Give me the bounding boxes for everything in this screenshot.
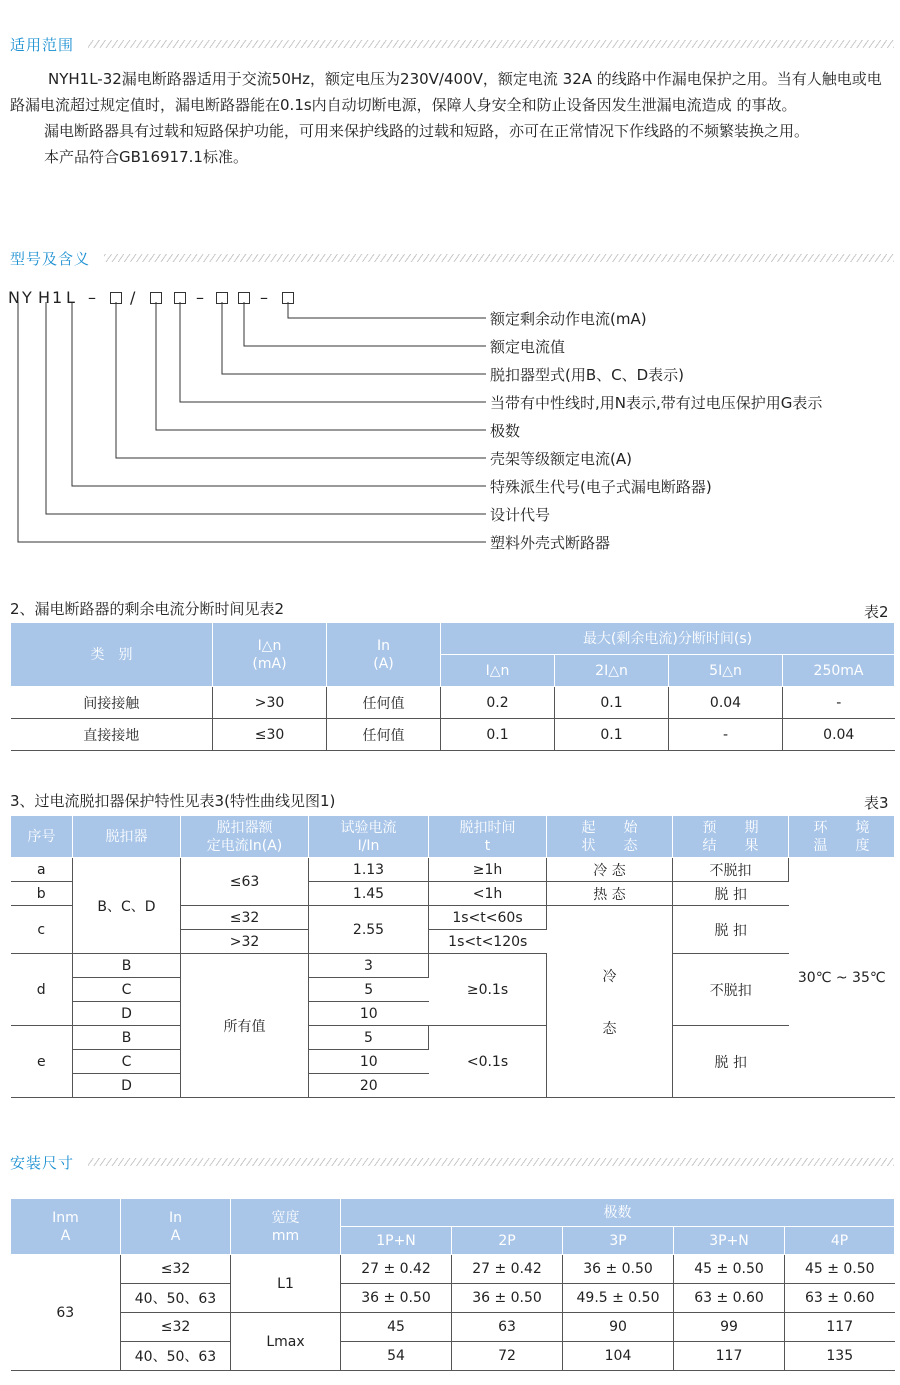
cell: B [73,1026,181,1050]
cell: - [669,719,783,751]
cell: 0.1 [441,719,555,751]
code-box [110,292,122,304]
model-label: 当带有中性线时,用N表示,带有过电压保护用G表示 [490,394,823,412]
model-label: 额定剩余动作电流(mA) [490,310,647,328]
cell: b [11,882,73,906]
leader-lines [0,282,900,562]
model-label: 脱扣器型式(用B、C、D表示) [490,366,685,384]
cell: 所有值 [181,954,309,1098]
table-row [11,1026,895,1050]
cell: 27 ± 0.42 [452,1255,563,1284]
section-title: 型号及含义 [10,249,91,268]
cell: >32 [181,930,309,954]
cell: 不脱扣 [673,954,789,1026]
section-title: 安装尺寸 [10,1153,75,1172]
table-row [11,954,895,978]
table3-tag: 表3 [864,794,889,812]
code-dash: – [88,288,96,307]
cell: 脱 扣 [673,1026,789,1098]
cell: 冷 态 [547,858,673,882]
cell: C [73,1050,181,1074]
code-box [238,292,250,304]
header-inm: Inm A [11,1199,121,1255]
cell: 0.1 [555,719,669,751]
scope-text [10,66,894,170]
cell: 27 ± 0.42 [341,1255,452,1284]
cell: 5 [309,1026,429,1050]
cell: 1s<t<60s [429,906,547,930]
model-label: 壳架等级额定电流(A) [490,450,632,468]
cell: 间接接触 [11,687,213,719]
cell: 45 ± 0.50 [674,1255,785,1284]
header-sub: 2I△n [555,655,669,687]
section-header-install [10,1152,894,1172]
cell: c [11,906,73,954]
code-box [174,292,186,304]
cell: ≥0.1s [429,954,547,1026]
paragraph: 本产品符合GB16917.1标准。 [44,148,248,166]
cell: 63 ± 0.60 [785,1284,895,1313]
cell: 135 [785,1342,895,1371]
cell: Lmax [231,1313,341,1371]
model-label: 特殊派生代号(电子式漏电断路器) [490,478,712,496]
cell: ≥1h [429,858,547,882]
section-title: 适用范围 [10,35,75,54]
cell: 5 [309,978,429,1002]
cell: ≤30 [213,719,327,751]
cell: 不脱扣 [673,858,789,882]
table2 [10,622,895,751]
cell: 1.13 [309,858,429,882]
cell: 99 [674,1313,785,1342]
cell: 3 [309,954,429,978]
header-release: 脱扣器 [73,816,181,858]
table3 [10,815,895,1098]
table-row [11,858,895,882]
cell: C [73,978,181,1002]
cell: 45 ± 0.50 [785,1255,895,1284]
cell: 36 ± 0.50 [341,1284,452,1313]
cell: 117 [785,1313,895,1342]
cell: 40、50、63 [121,1342,231,1371]
cell: 54 [341,1342,452,1371]
cell: 0.04 [783,719,895,751]
table2-caption: 2、漏电断路器的剩余电流分断时间见表2 [10,600,285,618]
header-sub: 3P+N [674,1227,785,1255]
header-seq: 序号 [11,816,73,858]
table-row [11,719,895,751]
header-in: In A [121,1199,231,1255]
cell: 72 [452,1342,563,1371]
header-sub: 250mA [783,655,895,687]
cell: <1h [429,882,547,906]
cell: 2.55 [309,906,429,954]
table-row [11,1255,895,1284]
header-sub: 1P+N [341,1227,452,1255]
section-header-scope [10,34,894,54]
cell: 10 [309,1050,429,1074]
cell: 104 [563,1342,674,1371]
cell: - [783,687,895,719]
cell: L1 [231,1255,341,1313]
cell: 36 ± 0.50 [563,1255,674,1284]
cell: 63 ± 0.60 [674,1284,785,1313]
cell: ≤32 [181,906,309,930]
code-letter-y: Y [22,288,32,307]
header-start: 起 始 状 态 [547,816,673,858]
header-max-time: 最大(剩余电流)分断时间(s) [441,623,895,655]
cell: 40、50、63 [121,1284,231,1313]
cell: 0.04 [669,687,783,719]
model-label: 设计代号 [490,506,551,524]
code-letter-l: L [66,288,75,307]
cell-cold-state: 冷 态 [547,906,673,1098]
cell: a [11,858,73,882]
header-sub: 2P [452,1227,563,1255]
cell: D [73,1074,181,1098]
model-label: 额定电流值 [490,338,566,356]
header-env: 环 境 温 度 [789,816,895,858]
code-box [216,292,228,304]
cell: ≤63 [181,858,309,906]
header-poles: 极数 [341,1199,895,1227]
cell: 0.1 [555,687,669,719]
cell: 10 [309,1002,429,1026]
hatch-divider [88,1158,894,1166]
header-idn: I△n (mA) [213,623,327,687]
cell: D [73,1002,181,1026]
code-box [150,292,162,304]
cell: 热 态 [547,882,673,906]
cell: 20 [309,1074,429,1098]
cell: e [11,1026,73,1098]
cell: 30℃ ~ 35℃ [789,858,895,1098]
cell: ≤32 [121,1313,231,1342]
header-category: 类 别 [11,623,213,687]
table-row [11,1284,895,1313]
hatch-divider [104,254,894,262]
table2-tag: 表2 [864,603,889,621]
paragraph: 漏电断路器具有过载和短路保护功能，可用来保护线路的过载和短路，亦可在正常情况下作线路的不频繁装换之用。 [44,122,810,140]
cell: 0.2 [441,687,555,719]
cell: 1s<t<120s [429,930,547,954]
table-row [11,1313,895,1342]
header-sub: 3P [563,1227,674,1255]
code-box [282,292,294,304]
cell: 63 [11,1255,121,1371]
code-letter-h: H [38,288,51,307]
cell: <0.1s [429,1026,547,1098]
model-label: 极数 [490,422,521,440]
cell: d [11,954,73,1026]
header-in: In (A) [327,623,441,687]
header-expect: 预 期 结 果 [673,816,789,858]
cell: 63 [452,1313,563,1342]
table-row [11,1342,895,1371]
code-digit-1: 1 [52,288,63,307]
table3-caption: 3、过电流脱扣器保护特性见表3(特性曲线见图1) [10,792,336,810]
model-code-diagram [0,282,900,562]
cell: 36 ± 0.50 [452,1284,563,1313]
install-dimension-table [10,1198,895,1371]
header-sub: I△n [441,655,555,687]
hatch-divider [88,40,894,48]
cell: B、C、D [73,858,181,954]
cell: 脱 扣 [673,882,789,906]
header-rated: 脱扣器额 定电流In(A) [181,816,309,858]
header-time: 脱扣时间 t [429,816,547,858]
paragraph: NYH1L-32漏电断路器适用于交流50Hz，额定电压为230V/400V，额定电流 32A 的线路中作漏电保护之用。当有人触电或电路漏电流超过规定值时，漏电断路器能在0.1s内自动切断电源，保障人身安全和防止设备因发生泄漏电流造成 的事故。 [10,70,882,114]
section-header-model [10,248,894,268]
cell: ≤32 [121,1255,231,1284]
cell: 49.5 ± 0.50 [563,1284,674,1313]
cell: 90 [563,1313,674,1342]
cell: 直接接地 [11,719,213,751]
cell: 任何值 [327,719,441,751]
model-label: 塑料外壳式断路器 [490,534,611,552]
cell: 117 [674,1342,785,1371]
code-dash: – [196,288,204,307]
header-test: 试验电流 I/In [309,816,429,858]
cell: >30 [213,687,327,719]
code-dash: – [260,288,268,307]
code-letter-n: N [8,288,20,307]
table-row [11,687,895,719]
header-width: 宽度 mm [231,1199,341,1255]
header-sub: 5I△n [669,655,783,687]
cell: B [73,954,181,978]
header-sub: 4P [785,1227,895,1255]
cell: 任何值 [327,687,441,719]
cell: 45 [341,1313,452,1342]
cell: 脱 扣 [673,906,789,954]
code-slash: / [130,288,136,307]
cell: 1.45 [309,882,429,906]
